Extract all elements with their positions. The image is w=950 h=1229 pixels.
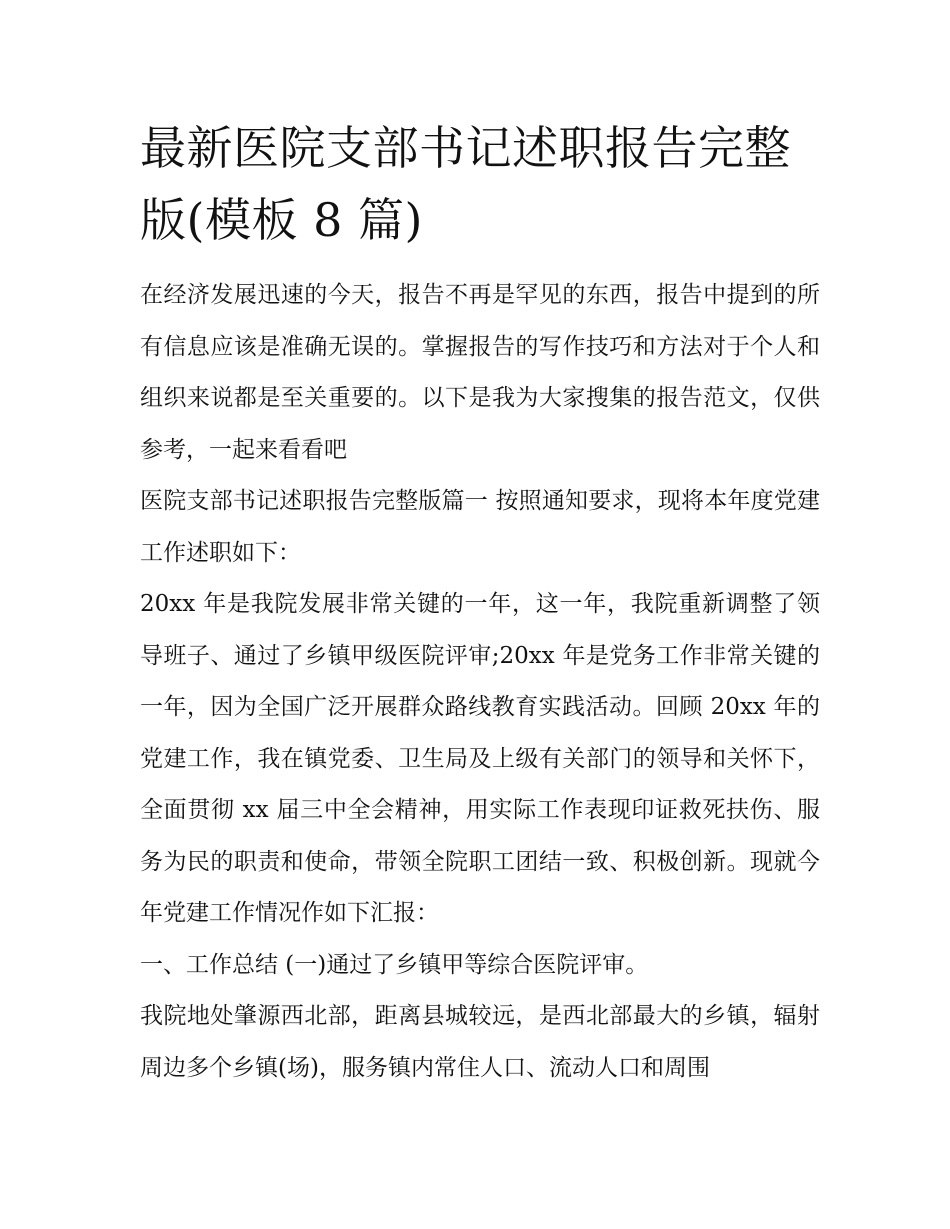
paragraph-section-one-heading: 医院支部书记述职报告完整版篇一 按照通知要求，现将本年度党建工作述职如下： [140, 488, 820, 566]
document-content [140, 112, 820, 1094]
paragraph-work-summary-heading: 一、工作总结 (一)通过了乡镇甲等综合医院评审。 [140, 951, 649, 978]
paragraph-annual-review: 20xx 年是我院发展非常关键的一年，这一年，我院重新调整了领导班子、通过了乡镇甲级医院评审;20xx 年是党务工作非常关键的一年，因为全国广泛开展群众路线教育实践活动。回顾 20xx 年的党建工作，我在镇党委、卫生局及上级有关部门的领导和关怀下，全面贯彻 xx 届三中全会精神，用实际工作表现印证救死扶伤、服务为民的职责和使命，带领全院职工团结一致、积极创新。现就今年党建工作情况作如下汇报： [140, 591, 820, 926]
paragraph-intro: 在经济发展迅速的今天，报告不再是罕见的东西，报告中提到的所有信息应该是准确无误的。掌握报告的写作技巧和方法对于个人和组织来说都是至关重要的。以下是我为大家搜集的报告范文，仅供参考，一起来看看吧 [140, 282, 820, 463]
paragraph-hospital-location: 我院地处肇源西北部，距离县城较远，是西北部最大的乡镇，辐射周边多个乡镇(场)，服务镇内常住人口、流动人口和周围 [140, 1003, 820, 1081]
document-body [140, 270, 820, 1094]
document-title: 最新医院支部书记述职报告完整版(模板 8 篇) [140, 121, 791, 247]
